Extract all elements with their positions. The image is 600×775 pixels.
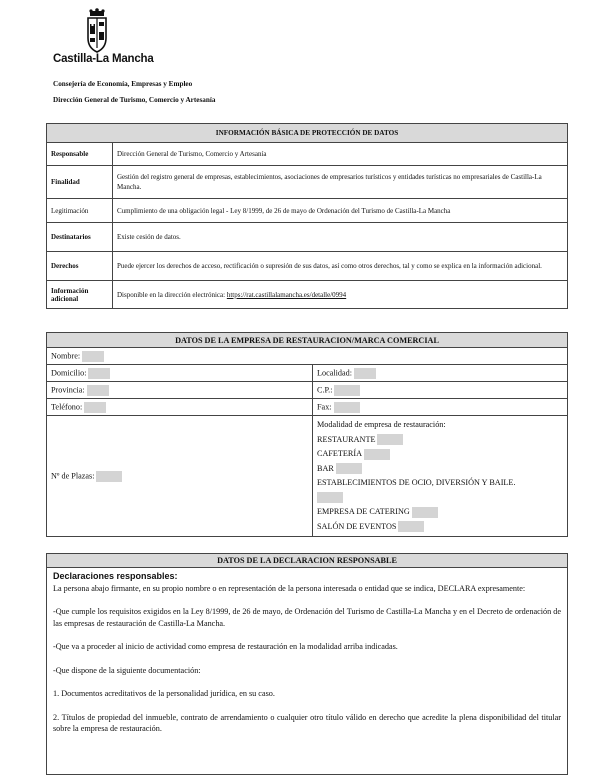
provincia-label: Provincia: xyxy=(51,384,85,394)
bar-input[interactable] xyxy=(336,463,362,474)
cp-input[interactable] xyxy=(334,385,360,396)
company-data-table xyxy=(46,332,568,537)
info-adicional-text: Disponible en la dirección electrónica: xyxy=(117,290,226,299)
row-value-legitimacion: Cumplimiento de una obligación legal - Ley 8/1999, de 26 de mayo de Ordenación del Turismo de Castilla-La Mancha xyxy=(113,199,568,223)
row-label-finalidad: Finalidad xyxy=(47,166,113,199)
declaration-item: 2. Títulos de propiedad del inmueble, contrato de arrendamiento o cualquier otro título válido en derecho que acredite la plena disponibilidad del titular sobre la empresa de restauración. xyxy=(53,712,561,733)
modalidad-salon xyxy=(317,520,563,535)
declaration-intro: La persona abajo firmante, en su propio nombre o en representación de la persona interesada o entidad que se indica, DECLARA expresamente: xyxy=(53,583,526,593)
declaration-item: -Que cumple los requisitos exigidos en la Ley 8/1999, de 26 de mayo, de Ordenación del Turismo de Castilla-La Mancha y en el Decreto de ordenación de las empresas de restauración de Castilla-La Mancha. xyxy=(53,607,561,628)
directorate-line: Dirección General de Turismo, Comercio y Artesanía xyxy=(53,96,216,104)
declaration-item: -Que va a proceder al inicio de actividad como empresa de restauración en la modalidad arriba indicadas. xyxy=(53,642,398,651)
coat-of-arms-logo xyxy=(77,8,117,54)
modalidad-label: SALÓN DE EVENTOS xyxy=(317,521,397,531)
catering-input[interactable] xyxy=(412,507,438,518)
provincia-input[interactable] xyxy=(87,385,109,396)
localidad-field xyxy=(313,365,568,382)
row-value-info-adicional xyxy=(113,281,568,309)
modalidad-bar xyxy=(317,462,563,477)
declaration-heading: Declaraciones responsables: xyxy=(53,571,178,581)
data-protection-table xyxy=(46,123,568,309)
declaration-item: -Que dispone de la siguiente documentación: xyxy=(53,665,201,675)
fax-input[interactable] xyxy=(334,402,360,413)
fax-label: Fax: xyxy=(317,401,332,411)
plazas-input[interactable] xyxy=(96,471,122,482)
nombre-input[interactable] xyxy=(82,351,104,362)
modalidad-title: Modalidad de empresa de restauración: xyxy=(317,420,446,429)
localidad-label: Localidad: xyxy=(317,367,353,377)
modalidad-catering xyxy=(317,505,563,520)
modalidad-restaurante xyxy=(317,433,563,448)
row-label-destinatarios: Destinatarios xyxy=(47,223,113,252)
domicilio-input[interactable] xyxy=(88,368,110,379)
info-adicional-link[interactable]: https://rat.castillalamancha.es/detalle/0994 xyxy=(226,290,347,299)
declaration-body xyxy=(47,568,568,775)
fax-field xyxy=(313,399,568,416)
modalidad-label: CAFETERÍA xyxy=(317,449,363,458)
localidad-input[interactable] xyxy=(354,368,376,379)
data-protection-title: INFORMACIÓN BÁSICA DE PROTECCIÓN DE DATOS xyxy=(47,124,568,143)
row-value-responsable: Dirección General de Turismo, Comercio y Artesanía xyxy=(113,143,568,166)
declaration-table xyxy=(46,553,568,775)
modalidad-ocio xyxy=(317,476,563,505)
nombre-label: Nombre: xyxy=(51,350,81,360)
row-value-finalidad: Gestión del registro general de empresas, establecimientos, asociaciones de empresarios turísticos y entidades turísticas no empresariales de Castilla-La Mancha. xyxy=(113,166,568,199)
plazas-field xyxy=(47,416,313,537)
cp-field xyxy=(313,382,568,399)
cafeteria-input[interactable] xyxy=(364,449,390,460)
provincia-field xyxy=(47,382,313,399)
modalidad-cafeteria xyxy=(317,447,563,462)
ocio-input[interactable] xyxy=(317,492,343,503)
row-label-legitimacion: Legitimación xyxy=(47,199,113,223)
modalidad-label: EMPRESA DE CATERING xyxy=(317,507,410,516)
declaration-title: DATOS DE LA DECLARACION RESPONSABLE xyxy=(47,554,568,568)
modalidad-field xyxy=(313,416,568,537)
domicilio-label: Domicilio: xyxy=(51,367,87,377)
modalidad-label: ESTABLECIMIENTOS DE OCIO, DIVERSIÓN Y BAILE. xyxy=(317,478,516,487)
row-value-derechos: Puede ejercer los derechos de acceso, rectificación o supresión de sus datos, así como otros derechos, tal y como se explica en la información adicional. xyxy=(113,252,568,281)
row-label-responsable: Responsable xyxy=(47,143,113,166)
telefono-label: Teléfono: xyxy=(51,401,83,411)
row-label-info-adicional: Información adicional xyxy=(47,281,113,309)
cp-label: C.P.: xyxy=(317,384,333,394)
restaurante-input[interactable] xyxy=(377,434,403,445)
row-label-derechos: Derechos xyxy=(47,252,113,281)
telefono-field xyxy=(47,399,313,416)
domicilio-field xyxy=(47,365,313,382)
plazas-label: Nº de Plazas: xyxy=(51,470,95,480)
telefono-input[interactable] xyxy=(84,402,106,413)
row-value-destinatarios: Existe cesión de datos. xyxy=(113,223,568,252)
modalidad-label: RESTAURANTE xyxy=(317,434,376,444)
logo-text: Castilla-La Mancha xyxy=(53,53,154,65)
salon-input[interactable] xyxy=(398,521,424,532)
declaration-item: 1. Documentos acreditativos de la personalidad jurídica, en su caso. xyxy=(53,689,275,698)
modalidad-label: BAR xyxy=(317,463,334,473)
department-line: Consejería de Economía, Empresas y Empleo xyxy=(53,80,193,88)
company-data-title: DATOS DE LA EMPRESA DE RESTAURACION/MARCA COMERCIAL xyxy=(47,333,568,348)
nombre-field xyxy=(47,348,568,365)
